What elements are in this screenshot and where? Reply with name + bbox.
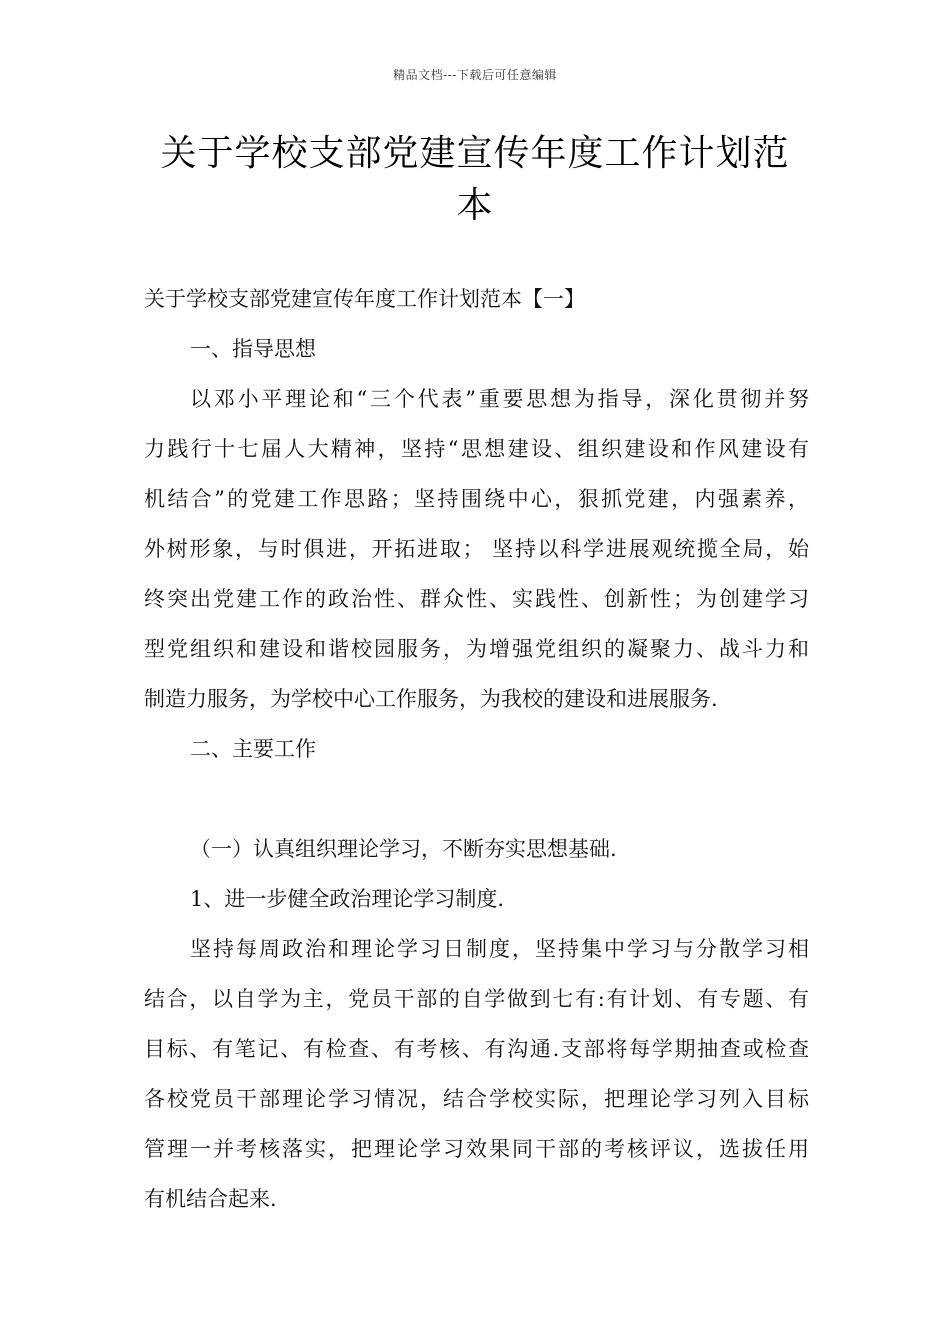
paragraph-line: 目标、有笔记、有检查、有考核、有沟通.支部将每学期抽查或检查 [144, 1037, 809, 1061]
paragraph-study-system [144, 924, 809, 1224]
paragraph-line: 终突出党建工作的政治性、群众性、实践性、创新性；为创建学习 [144, 587, 809, 611]
paragraph-line: 以邓小平理论和“三个代表”重要思想为指导，深化贯彻并努 [190, 387, 809, 411]
paragraph-line: 机结合”的党建工作思路；坚持围绕中心，狠抓党建，内强素养， [144, 487, 809, 511]
section-heading-main-work: 二、主要工作 [190, 737, 316, 761]
item-heading-study-system: 1、进一步健全政治理论学习制度. [190, 887, 505, 911]
title-line: 本 [456, 185, 494, 226]
paragraph-line: 各校党员干部理论学习情况，结合学校实际，把理论学习列入目标 [144, 1087, 809, 1111]
paragraph-guiding-ideology [144, 374, 809, 724]
paragraph-line: 坚持每周政治和理论学习日制度，坚持集中学习与分散学习相 [190, 937, 809, 961]
title-line: 关于学校支部党建宣传年度工作计划范 [160, 133, 790, 174]
paragraph-line: 管理一并考核落实，把理论学习效果同干部的考核评议，选拔任用 [144, 1137, 809, 1161]
paragraph-line: 力践行十七届人大精神，坚持“思想建设、组织建设和作风建设有 [144, 437, 809, 461]
section-heading-guiding-ideology: 一、指导思想 [190, 337, 316, 361]
document-subtitle: 关于学校支部党建宣传年度工作计划范本【一】 [144, 287, 585, 311]
paragraph-line: 型党组织和建设和谐校园服务，为增强党组织的凝聚力、战斗力和 [144, 637, 809, 661]
paragraph-line: 制造力服务，为学校中心工作服务，为我校的建设和进展服务. [144, 687, 718, 711]
paragraph-line: 结合，以自学为主，党员干部的自学做到七有:有计划、有专题、有 [144, 987, 809, 1011]
paragraph-line: 外树形象，与时俱进，开拓进取； 坚持以科学进展观统揽全局，始 [144, 537, 809, 561]
subsection-heading-theory-study: （一）认真组织理论学习，不断夯实思想基础. [190, 837, 617, 861]
header-note: 精品文档---下载后可任意编辑 [393, 68, 557, 82]
paragraph-line: 有机结合起来. [144, 1187, 277, 1211]
document-title [140, 128, 810, 232]
